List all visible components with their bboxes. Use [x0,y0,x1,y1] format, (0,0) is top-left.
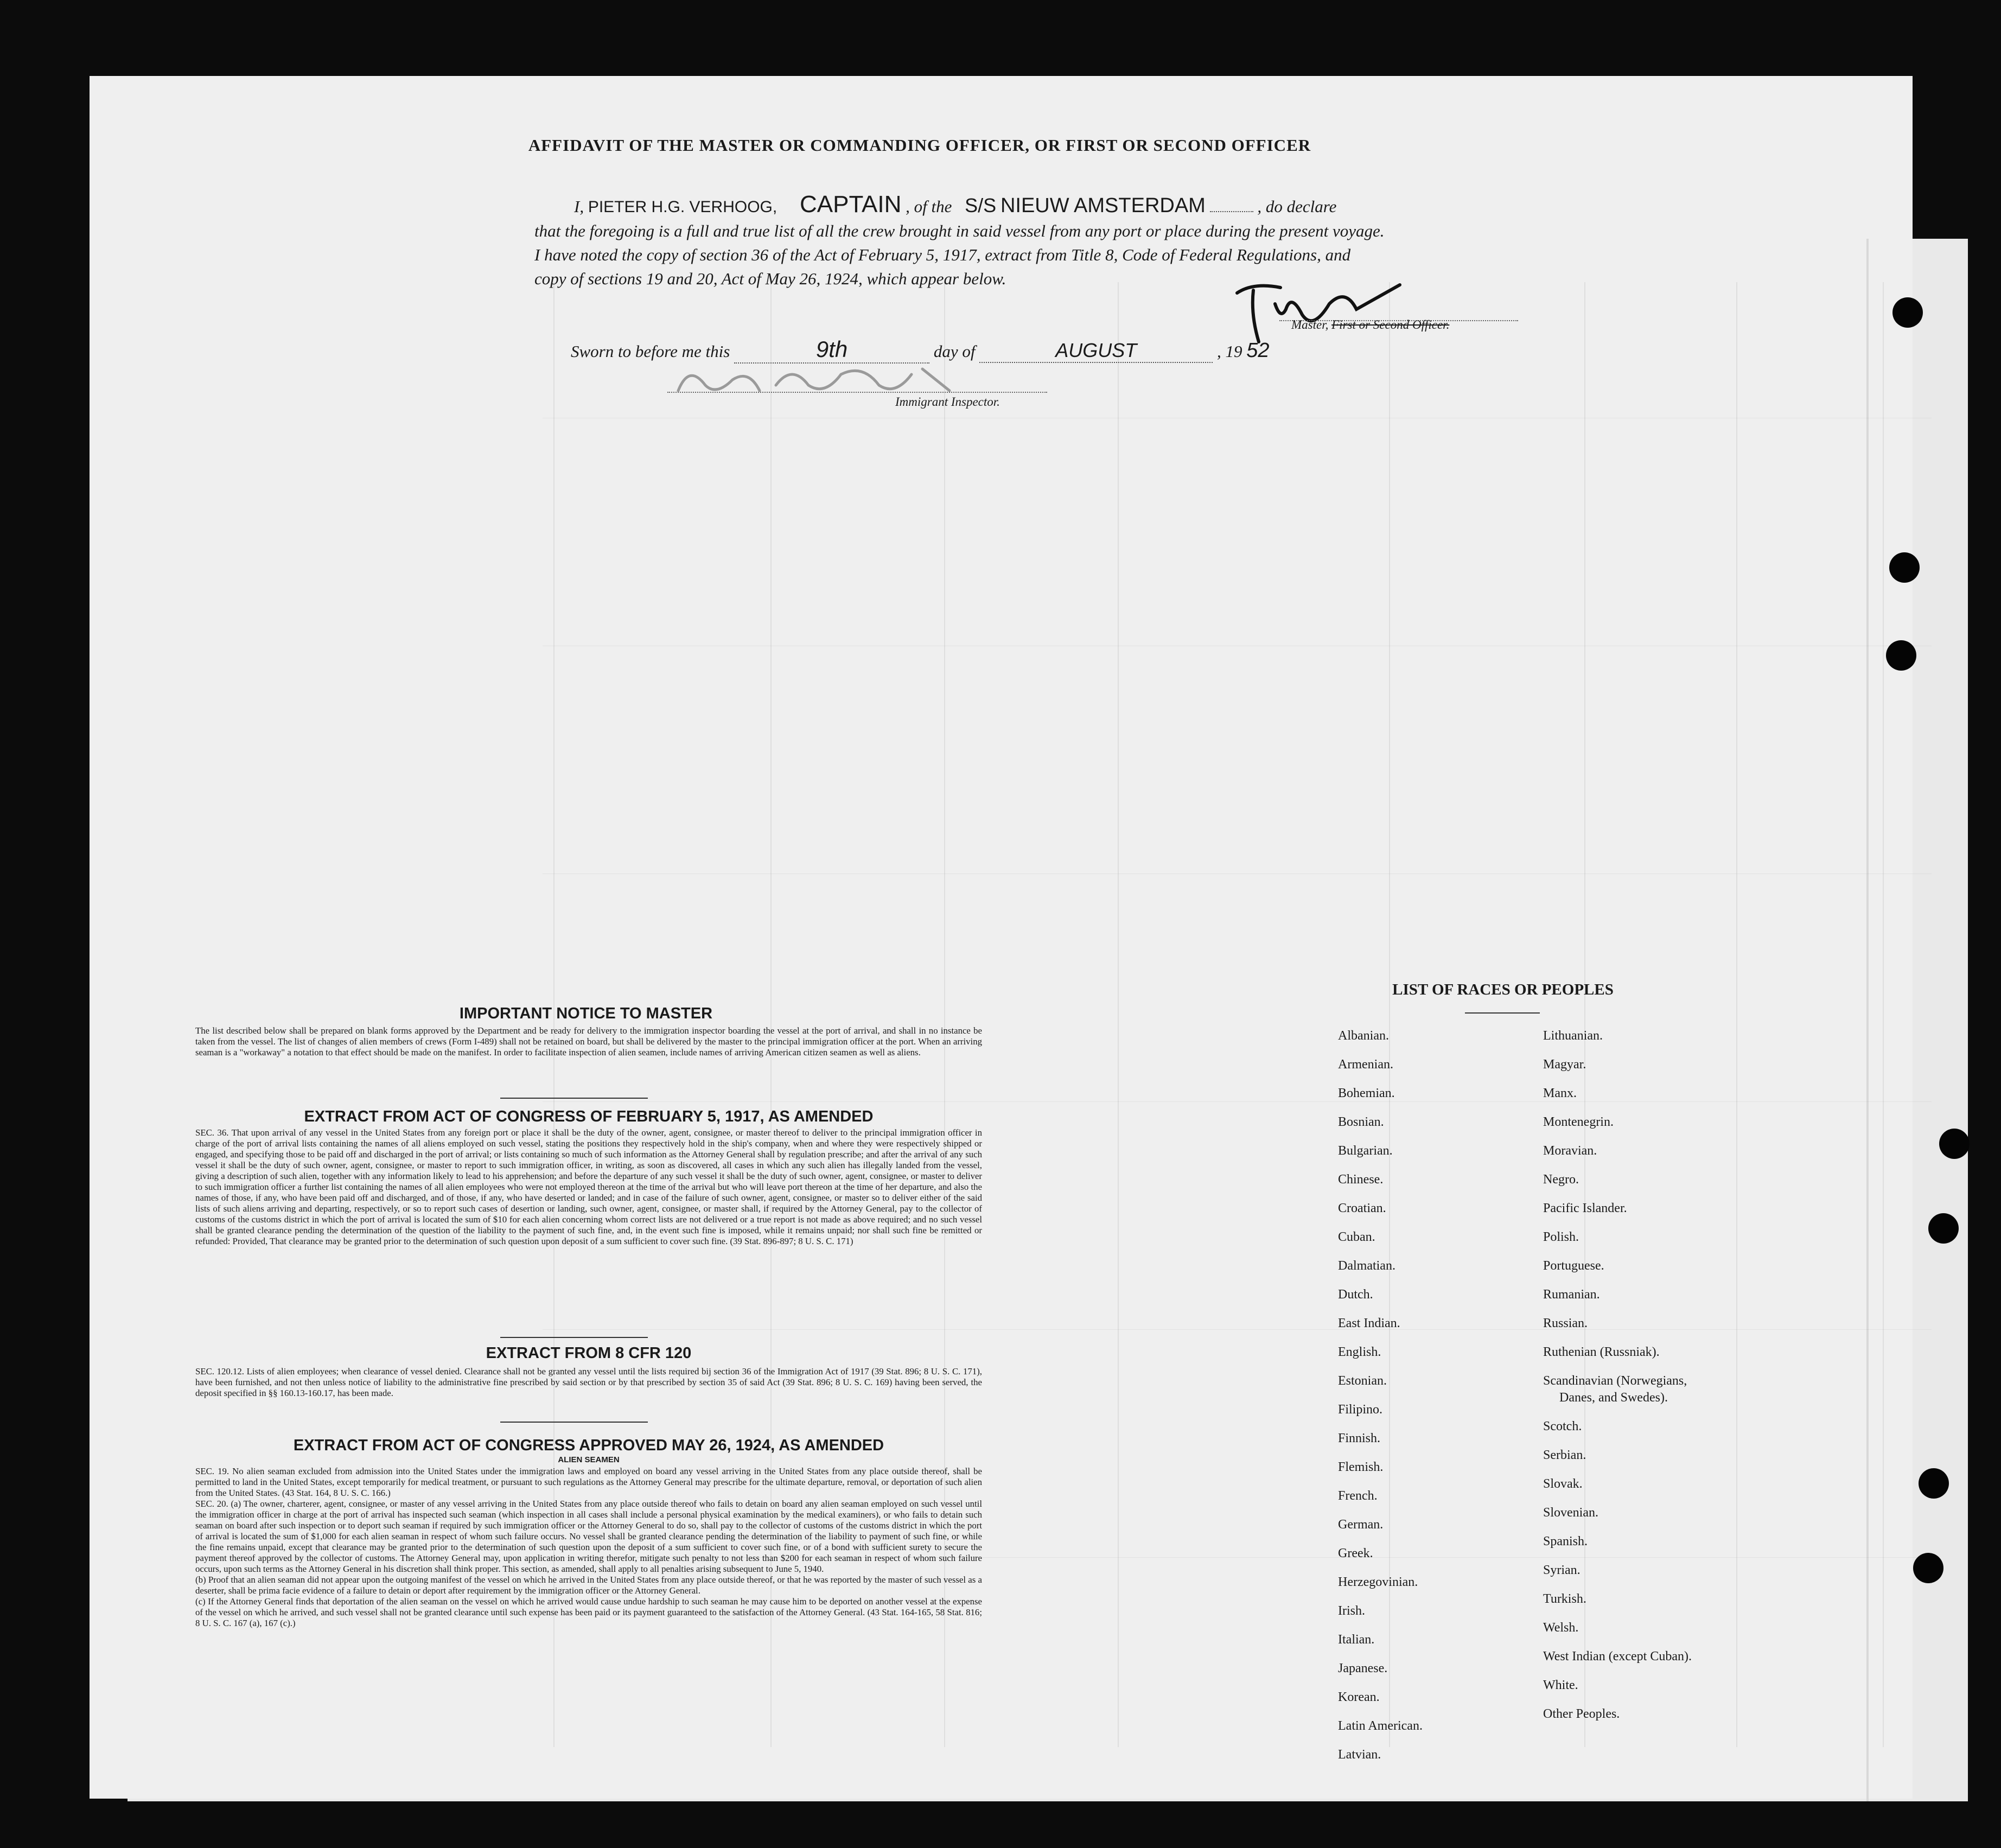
of-the-label: , of the [906,197,952,216]
ghost-row-line [543,1101,1932,1102]
ghost-column-line [1584,282,1585,1747]
sworn-day: 9th [815,336,848,362]
race-item: Other Peoples. [1543,1707,1620,1721]
race-item: East Indian. [1338,1316,1400,1330]
master-rank: CAPTAIN [799,191,902,218]
sworn-month: AUGUST [1055,339,1137,361]
struck-officer-title: First or Second Officer. [1331,318,1450,332]
race-item: Danes, and Swedes). [1559,1391,1668,1405]
race-item: Serbian. [1543,1448,1586,1462]
declaration-line-3: I have noted the copy of section 36 of the Act of February 5, 1917, extract from Title 8, Code of Federal Regulations, and [534,245,1351,264]
extract-8cfr-body: SEC. 120.12. Lists of alien employees; when clearance of vessel denied. Clearance shall not be granted any vessel until the lists required bij section 36 of the Immigration Act of 1917 (39 Stat. 896; 8 U. S. C. 171), have been furnished, and not then unless notice of liability to the administrative fine prescribed by said section or by that prescribed by section 35 of said Act (39 Stat. 896; 8 U. S. C. 169) having been served, the deposit specified in §§ 160.13-160.17, has been made. [195,1366,982,1398]
race-item: Portuguese. [1543,1259,1604,1273]
race-item: Flemish. [1338,1460,1384,1474]
punch-hole [1913,1553,1943,1583]
inspector-signature [667,353,971,402]
race-item: Magyar. [1543,1057,1586,1072]
sworn-year: 52 [1246,339,1270,362]
ghost-column-line [1883,282,1884,1747]
race-item: Bohemian. [1338,1086,1395,1100]
race-item: Latvian. [1338,1748,1381,1762]
sworn-label: Sworn to before me this [571,342,730,361]
race-item: Negro. [1543,1172,1579,1187]
inspector-line [667,392,1047,393]
inspector-label: Immigrant Inspector. [895,395,1000,409]
race-item: Korean. [1338,1690,1380,1704]
section-20c: (c) If the Attorney General finds that deportation of the alien seaman on the vessel on which he arrived would cause undue hardship to such seaman he may cause him to be deported on another vessel at the expense of the vessel on which he arrived, and such vessel shall not be granted clearance until such expense has been paid or its payment guaranteed to the satisfaction of the Attorney General. (43 Stat. 164-165, 58 Stat. 816; 8 U. S. C. 167 (a), 167 (c).) [195,1596,982,1628]
divider [500,1422,648,1423]
declaration-line-4: copy of sections 19 and 20, Act of May 26, 1924, which appear below. [534,269,1006,288]
declaration-line-1 [574,191,1336,218]
race-item: Irish. [1338,1604,1365,1618]
race-item: French. [1338,1489,1378,1503]
race-item: Dutch. [1338,1288,1373,1302]
race-item: Chinese. [1338,1172,1384,1187]
declaration-prefix: I, [574,197,584,216]
punch-hole [1892,297,1923,328]
race-item: Turkish. [1543,1592,1586,1606]
punch-hole [1928,1213,1959,1244]
notice-title: IMPORTANT NOTICE TO MASTER [459,1005,713,1022]
race-item: Bosnian. [1338,1115,1384,1129]
race-item: Montenegrin. [1543,1115,1614,1129]
race-item: Filipino. [1338,1403,1383,1417]
race-item: Armenian. [1338,1057,1393,1072]
race-item: Dalmatian. [1338,1259,1395,1273]
punch-hole [1919,1468,1949,1499]
sheet-edge [1866,239,1869,1801]
race-item: Polish. [1543,1230,1579,1244]
race-item: West Indian (except Cuban). [1543,1649,1692,1664]
divider [1465,1012,1540,1014]
declaration-line-2: that the foregoing is a full and true list of all the crew brought in said vessel from any port or place during the present voyage. [534,221,1385,240]
extract-1924-title: EXTRACT FROM ACT OF CONGRESS APPROVED MAY 26, 1924, AS AMENDED [293,1437,884,1454]
extract-8cfr-title: EXTRACT FROM 8 CFR 120 [486,1344,692,1362]
notice-body: The list described below shall be prepared on blank forms approved by the Department and be ready for delivery to the immigration inspector boarding the vessel at the port of arrival, and shall in no instance be taken from the vessel. The list of changes of alien members of crews (Form I-489) shall not be retained on board, but shall be delivered by the master to the principal immigration officer at the port. When an arriving seaman is a "workaway" a notation to that effect should be made on the manifest. In order to facilitate inspection of alien seamen, include names of arriving American citizen seamen as well as aliens. [195,1025,982,1057]
race-item: Greek. [1338,1546,1373,1560]
do-declare-label: , do declare [1257,197,1337,216]
race-item: Albanian. [1338,1029,1389,1043]
race-item: Manx. [1543,1086,1577,1100]
extract-1924-subtitle: ALIEN SEAMEN [558,1455,620,1464]
punch-hole [1939,1129,1970,1159]
race-item: Scandinavian (Norwegians, [1543,1374,1687,1388]
signatory-title: Master, First or Second Officer. [1291,318,1450,332]
race-item: Rumanian. [1543,1288,1600,1302]
race-item: Cuban. [1338,1230,1375,1244]
year-prefix: , 19 [1216,342,1242,361]
affidavit-title: AFFIDAVIT OF THE MASTER OR COMMANDING OFFICER, OR FIRST OR SECOND OFFICER [528,136,1311,155]
race-item: Croatian. [1338,1201,1386,1215]
race-item: Latin American. [1338,1719,1423,1733]
punch-hole [1889,552,1920,583]
race-item: Slovak. [1543,1477,1583,1491]
punch-hole [1886,640,1916,671]
extract-1917-body: SEC. 36. That upon arrival of any vessel in the United States from any foreign port or place it shall be the duty of the owner, agent, consignee, or master thereof to deliver to the principal immigration officer in charge of the port of arrival lists containing the names of all aliens employed on such vessel, stating the positions they respectively hold in the ship's company, when and where they were respectively shipped or engaged, and specifying those to be paid off and discharged in the port of arrival; or lists containing so much of such information as the Attorney General shall by regulation prescribe; and after the arrival of any such vessel it shall be the duty of such owner, agent, consignee, or master to report to such immigration officer, in writing, as soon as discovered, all cases in which any such alien has illegally landed from the vessel, giving a description of such alien, together with any information likely to lead to his apprehension; and before the departure of any such vessel it shall be the duty of such owner, agent, consignee, or master to deliver to such immigration officer a further list containing the names of all alien employees who were not employed thereon at the time of the arrival but who will leave port thereon at the time of her departure, and also the names of those, if any, who have been paid off and discharged, and of those, if any, who have deserted or landed; and in case of the failure of such owner, agent, consignee, or master so to deliver either of the said lists of such aliens arriving and departing, respectively, or so to report such cases of desertion or landing, such owner, agent, consignee, or master shall, if required by the Attorney General, pay to the collector of customs of the customs district in which the port of arrival is located the sum of $10 for each alien concerning whom correct lists are not delivered or a true report is not made as above required; and no such vessel shall be granted clearance pending the determination of the question of the liability to the payment of such fine, and, in the event such fine is imposed, while it remains unpaid; nor shall such fine be remitted or refunded: Provided, That clearance may be granted prior to the determination of such question upon deposit of a sum sufficient to cover such fine. (39 Stat. 896-897; 8 U. S. C. 171) [195,1127,982,1246]
section-20b: (b) Proof that an alien seaman did not appear upon the outgoing manifest of the vessel on which he arrived in the United States from any place outside thereof, or that he was reported by the master of such vessel as a deserter, shall be prima facie evidence of a failure to detain or deport after requirement by the immigration officer or the Attorney General. [195,1575,982,1596]
race-item: German. [1338,1518,1384,1532]
race-item: Spanish. [1543,1534,1588,1549]
section-20a: SEC. 20. (a) The owner, charterer, agent, consignee, or master of any vessel arriving in the United States from any place outside thereof who fails to detain on board any alien seaman employed on such vessel until the immigration officer in charge at the port of arrival has inspected such seaman (which inspection in all cases shall include a personal physical examination by the medical examiners), or who fails to detain such seaman on board after such inspection or to deport such seaman if required by such immigration officer or the Attorney General to do so, shall pay to the collector of customs of the customs district in which the port of arrival is located the sum of $1,000 for each alien seaman in respect of whom such failure occurs. No vessel shall be granted clearance pending the determination of the liability to payment of such fine, or while the fine remains unpaid, except that clearance may be granted prior to the determination of such question upon the deposit of a sum sufficient to cover such fine, or of a bond with sufficient surety to secure the payment thereof approved by the collector of customs. The Attorney General may, upon application in writing therefor, mitigate such penalty to not less than $200 for each seaman in respect of whom such failure occurs, upon such terms as the Attorney General in his discretion shall think proper. This section, as amended, shall apply to all penalties arising subsequent to June 5, 1940. [195,1499,982,1574]
ghost-column-line [1118,282,1119,1747]
race-item: Scotch. [1543,1419,1582,1433]
races-title: LIST OF RACES OR PEOPLES [1392,981,1614,998]
race-item: Italian. [1338,1633,1375,1647]
race-item: Syrian. [1543,1563,1581,1577]
race-item: English. [1338,1345,1381,1359]
race-item: Moravian. [1543,1144,1597,1158]
ghost-row-line [543,1329,1932,1330]
divider [500,1098,648,1099]
vessel-name: NIEUW AMSTERDAM [1000,194,1206,217]
race-item: White. [1543,1678,1578,1692]
vessel-prefix: S/S [965,194,997,216]
extract-1924-body [195,1466,982,1629]
race-item: Bulgarian. [1338,1144,1393,1158]
race-item: Pacific Islander. [1543,1201,1627,1215]
day-of-label: day of [933,342,976,361]
race-item: Finnish. [1338,1431,1381,1445]
master-name: PIETER H.G. VERHOOG, [588,198,778,216]
race-item: Estonian. [1338,1374,1387,1388]
race-item: Welsh. [1543,1621,1579,1635]
race-item: Lithuanian. [1543,1029,1603,1043]
section-19: SEC. 19. No alien seaman excluded from admission into the United States under the immigration laws and employed on board any vessel arriving in the United States from any place outside thereof, shall be permitted to land in the United States, except temporarily for medical treatment, or pursuant to such regulations as the Attorney General may prescribe for the ultimate departure, removal, or deportation of such alien from the United States. (43 Stat. 164, 8 U. S. C. 166.) [195,1466,982,1498]
race-item: Japanese. [1338,1661,1388,1675]
ghost-column-line [1736,282,1737,1747]
race-item: Herzegovinian. [1338,1575,1418,1589]
race-item: Ruthenian (Russniak). [1543,1345,1660,1359]
ghost-column-line [1389,282,1390,1747]
race-item: Russian. [1543,1316,1588,1330]
race-item: Slovenian. [1543,1506,1598,1520]
divider [500,1337,648,1338]
extract-1917-title: EXTRACT FROM ACT OF CONGRESS OF FEBRUARY 5, 1917, AS AMENDED [304,1108,874,1125]
